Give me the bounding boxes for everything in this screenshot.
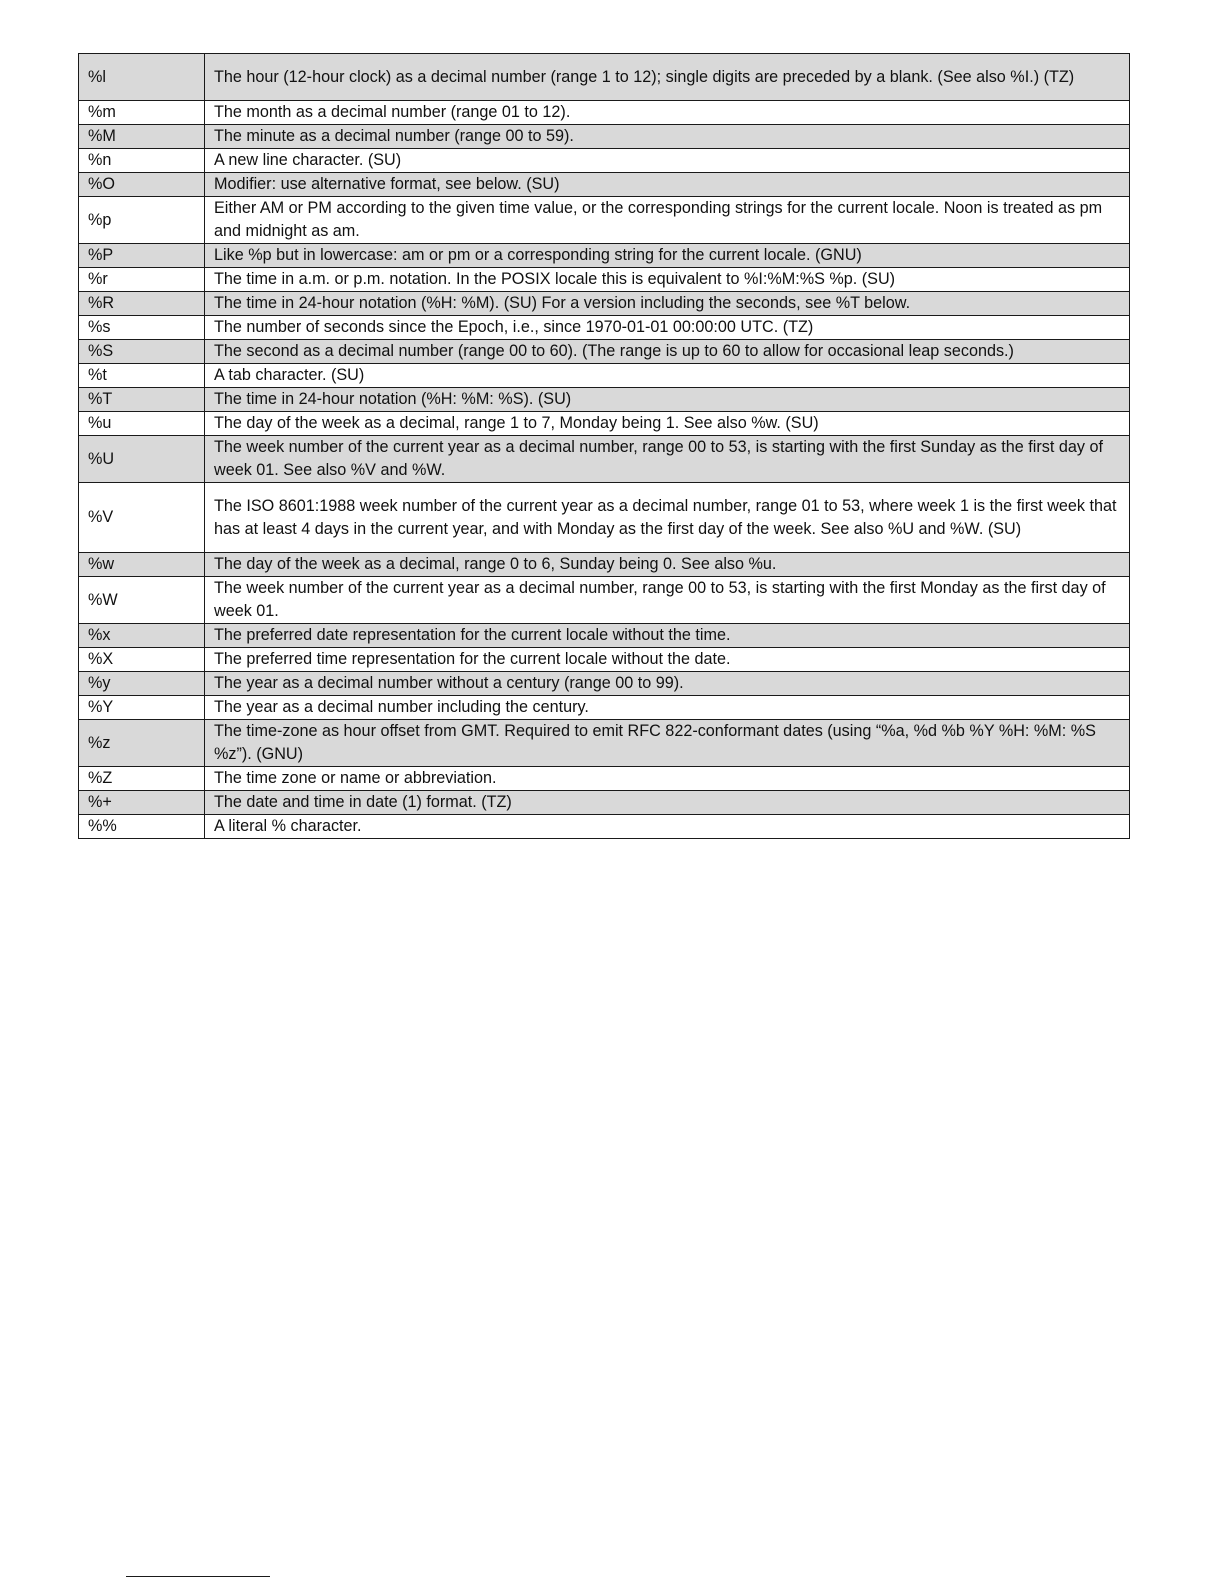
specifier-code: %r xyxy=(79,268,205,292)
specifier-description: A new line character. (SU) xyxy=(205,149,1130,173)
table-row xyxy=(79,720,1130,767)
specifier-description: The number of seconds since the Epoch, i.e., since 1970-01-01 00:00:00 UTC. (TZ) xyxy=(205,316,1130,340)
specifier-code: %U xyxy=(79,436,205,483)
table-row xyxy=(79,316,1130,340)
footnote-separator-line xyxy=(126,1576,270,1577)
table-row xyxy=(79,268,1130,292)
specifier-description: The preferred date representation for the current locale without the time. xyxy=(205,624,1130,648)
specifier-code: %V xyxy=(79,483,205,553)
specifier-code: %S xyxy=(79,340,205,364)
specifier-description: The month as a decimal number (range 01 to 12). xyxy=(205,101,1130,125)
table-row xyxy=(79,125,1130,149)
specifier-code: %x xyxy=(79,624,205,648)
table-row xyxy=(79,364,1130,388)
table-row xyxy=(79,101,1130,125)
specifier-description: The time zone or name or abbreviation. xyxy=(205,767,1130,791)
specifier-code: %O xyxy=(79,173,205,197)
table-row xyxy=(79,767,1130,791)
specifier-code: %R xyxy=(79,292,205,316)
specifier-description: The time in a.m. or p.m. notation. In the POSIX locale this is equivalent to %I:%M:%S %p. (SU) xyxy=(205,268,1130,292)
specifier-description: Like %p but in lowercase: am or pm or a corresponding string for the current locale. (GNU) xyxy=(205,244,1130,268)
table-row xyxy=(79,197,1130,244)
specifier-code: %u xyxy=(79,412,205,436)
table-row xyxy=(79,388,1130,412)
specifier-code: %+ xyxy=(79,791,205,815)
specifier-description: The week number of the current year as a decimal number, range 00 to 53, is starting with the first Monday as the first day of week 01. xyxy=(205,577,1130,624)
table-row xyxy=(79,648,1130,672)
specifier-code: %Y xyxy=(79,696,205,720)
specifier-code: %T xyxy=(79,388,205,412)
specifier-code: %s xyxy=(79,316,205,340)
specifier-code: %t xyxy=(79,364,205,388)
specifier-code: %p xyxy=(79,197,205,244)
specifier-code: %X xyxy=(79,648,205,672)
table-row xyxy=(79,696,1130,720)
table-row xyxy=(79,624,1130,648)
specifier-description: The year as a decimal number including the century. xyxy=(205,696,1130,720)
specifier-description: The second as a decimal number (range 00 to 60). (The range is up to 60 to allow for occasional leap seconds.) xyxy=(205,340,1130,364)
specifier-description: The year as a decimal number without a century (range 00 to 99). xyxy=(205,672,1130,696)
table-row xyxy=(79,292,1130,316)
specifier-description: The week number of the current year as a decimal number, range 00 to 53, is starting with the first Sunday as the first day of week 01. See also %V and %W. xyxy=(205,436,1130,483)
table-row xyxy=(79,553,1130,577)
specifier-code: %Z xyxy=(79,767,205,791)
specifier-description: The day of the week as a decimal, range 1 to 7, Monday being 1. See also %w. (SU) xyxy=(205,412,1130,436)
table-row xyxy=(79,173,1130,197)
table-row xyxy=(79,340,1130,364)
table-row xyxy=(79,436,1130,483)
specifier-description: The minute as a decimal number (range 00 to 59). xyxy=(205,125,1130,149)
specifier-description: The date and time in date (1) format. (TZ) xyxy=(205,791,1130,815)
specifier-description: Modifier: use alternative format, see below. (SU) xyxy=(205,173,1130,197)
specifier-description: Either AM or PM according to the given time value, or the corresponding strings for the current locale. Noon is treated as pm and midnight as am. xyxy=(205,197,1130,244)
specifier-description: A tab character. (SU) xyxy=(205,364,1130,388)
specifier-code: %l xyxy=(79,54,205,101)
specifier-code: %n xyxy=(79,149,205,173)
specifier-code: %y xyxy=(79,672,205,696)
table-row xyxy=(79,244,1130,268)
specifier-code: %z xyxy=(79,720,205,767)
specifier-code: %% xyxy=(79,815,205,839)
specifier-code: %w xyxy=(79,553,205,577)
specifier-code: %M xyxy=(79,125,205,149)
specifier-description: The time in 24-hour notation (%H: %M). (SU) For a version including the seconds, see %T below. xyxy=(205,292,1130,316)
specifier-code: %m xyxy=(79,101,205,125)
table-row xyxy=(79,577,1130,624)
specifier-description: The day of the week as a decimal, range 0 to 6, Sunday being 0. See also %u. xyxy=(205,553,1130,577)
table-row xyxy=(79,791,1130,815)
specifier-description: The ISO 8601:1988 week number of the current year as a decimal number, range 01 to 53, where week 1 is the first week that has at least 4 days in the current year, and with Monday as the first day of the week. See also %U and %W. (SU) xyxy=(205,483,1130,553)
specifier-code: %W xyxy=(79,577,205,624)
format-specifier-table xyxy=(78,53,1130,839)
table-row xyxy=(79,54,1130,101)
specifier-description: The time in 24-hour notation (%H: %M: %S). (SU) xyxy=(205,388,1130,412)
specifier-description: The hour (12-hour clock) as a decimal number (range 1 to 12); single digits are preceded by a blank. (See also %I.) (TZ) xyxy=(205,54,1130,101)
table-row xyxy=(79,815,1130,839)
specifier-description: The preferred time representation for the current locale without the date. xyxy=(205,648,1130,672)
table-row xyxy=(79,483,1130,553)
table-row xyxy=(79,412,1130,436)
specifier-code: %P xyxy=(79,244,205,268)
specifier-description: The time-zone as hour offset from GMT. Required to emit RFC 822-conformant dates (using “%a, %d %b %Y %H: %M: %S %z”). (GNU) xyxy=(205,720,1130,767)
table-row xyxy=(79,672,1130,696)
table-row xyxy=(79,149,1130,173)
specifier-description: A literal % character. xyxy=(205,815,1130,839)
